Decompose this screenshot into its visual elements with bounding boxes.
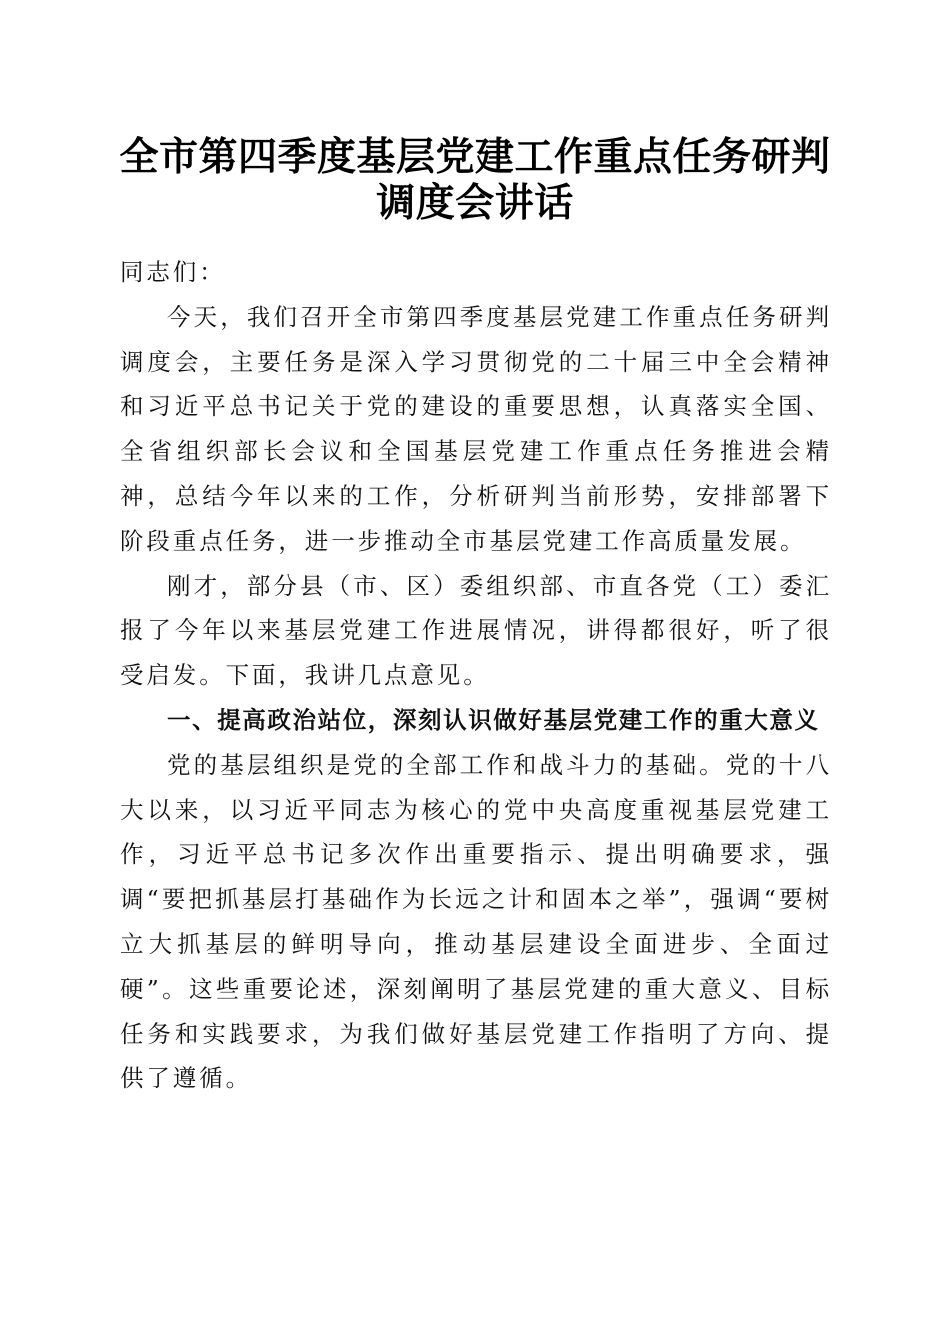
paragraph-section-one: 党的基层组织是党的全部工作和战斗力的基础。党的十八大以来，以习近平同志为核心的党中央高度重视基层党建工作，习近平总书记多次作出重要指示、提出明确要求，强调“要把抓基层打基础作为长远之计和固本之举”，强调“要树立大抓基层的鲜明导向，推动基层建设全面进步、全面过硬”。这些重要论述，深刻阐明了基层党建的重大意义、目标任务和实践要求，为我们做好基层党建工作指明了方向、提供了遵循。 (120, 750, 832, 1093)
section-heading: 一、提高政治站位，深刻认识做好基层党建工作的重大意义 (167, 705, 820, 734)
paragraph-opening: 今天，我们召开全市第四季度基层党建工作重点任务研判调度会，主要任务是深入学习贯彻党的二十届三中全会精神和习近平总书记关于党的建设的重要思想，认真落实全国、全省组织部长会议和全国基层党建工作重点任务推进会精神，总结今年以来的工作，分析研判当前形势，安排部署下阶段重点任务，进一步推动全市基层党建工作高质量发展。 (120, 302, 832, 555)
paragraph-reports: 刚才，部分县（市、区）委组织部、市直各党（工）委汇报了今年以来基层党建工作进展情况，讲得都很好，听了很受启发。下面，我讲几点意见。 (120, 571, 832, 690)
salutation: 同志们： (120, 258, 226, 286)
document-title: 全市第四季度基层党建工作重点任务研判调度会讲话 (119, 134, 831, 226)
document-body (120, 250, 832, 1101)
